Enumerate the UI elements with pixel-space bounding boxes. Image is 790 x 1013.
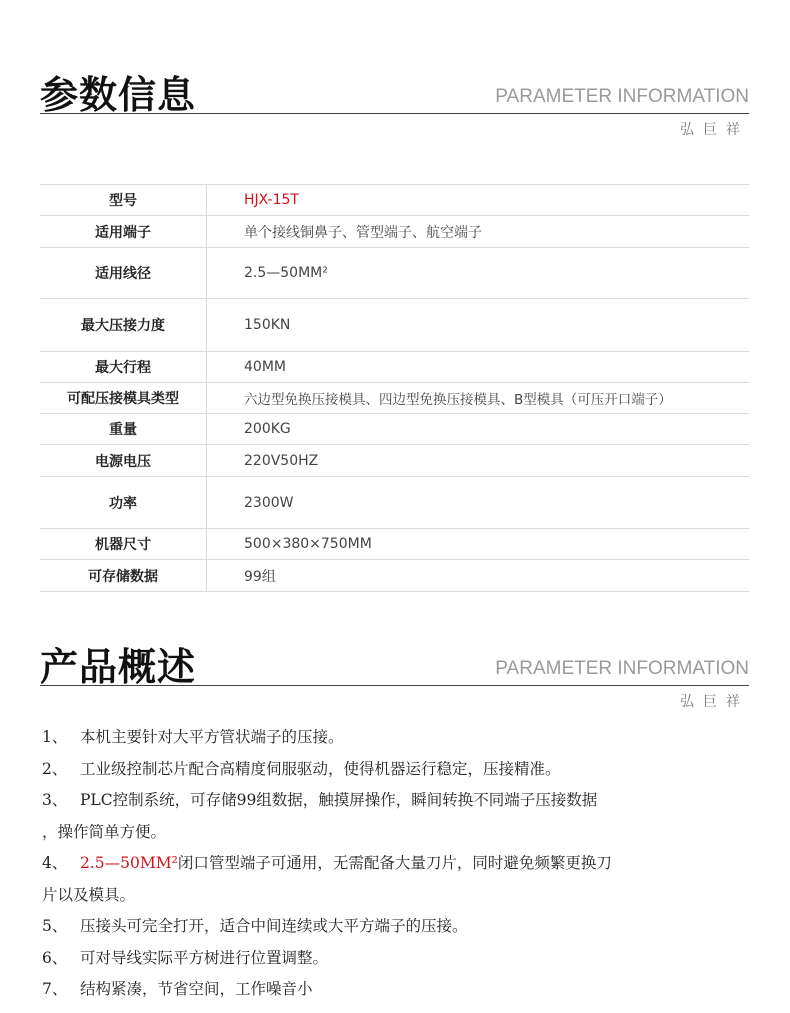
item-text: 闭口管型端子可通用，无需配备大量刀片，同时避免频繁更换刀: [177, 854, 612, 872]
table-row: [40, 185, 749, 216]
table-row: [40, 352, 749, 383]
param-value: 220V50HZ: [207, 445, 750, 477]
item-text: ，操作简单方便。: [42, 822, 167, 841]
section-subtitle: PARAMETER INFORMATION: [495, 86, 749, 107]
section-divider: [40, 685, 749, 686]
item-number: 7、: [42, 980, 68, 998]
table-row: [40, 560, 749, 592]
list-item: [42, 722, 752, 754]
list-item-continuation: [42, 880, 752, 912]
section-header-overview: [40, 634, 749, 714]
item-text: 片以及模具。: [42, 885, 136, 904]
param-label: 可配压接模具类型: [40, 383, 207, 414]
parameter-table: [40, 184, 749, 592]
param-label: 适用端子: [40, 216, 207, 248]
param-value: 2.5—50MM²: [207, 248, 750, 299]
item-text: PLC控制系统，可存储99组数据，触摸屏操作，瞬间转换不同端子压接数据: [80, 791, 598, 809]
list-item: [42, 848, 752, 880]
section-title: 产品概述: [40, 645, 197, 689]
item-number: 6、: [42, 948, 68, 967]
param-label: 型号: [40, 185, 207, 216]
list-item: [42, 974, 752, 1006]
param-label: 最大行程: [40, 352, 207, 383]
section-subtitle: PARAMETER INFORMATION: [495, 658, 749, 679]
param-label: 适用线径: [40, 248, 207, 299]
item-highlight: 2.5—50MM²: [80, 854, 178, 872]
table-row: [40, 529, 749, 560]
list-item: [42, 911, 752, 943]
list-item: [42, 943, 752, 975]
section-header-parameters: [40, 62, 749, 142]
param-label: 可存储数据: [40, 560, 207, 592]
list-item-continuation: [42, 817, 752, 849]
param-value: 200KG: [207, 414, 750, 445]
table-row: [40, 477, 749, 529]
param-label: 最大压接力度: [40, 299, 207, 352]
list-item: [42, 785, 752, 817]
table-row: [40, 248, 749, 299]
param-label: 机器尺寸: [40, 529, 207, 560]
param-label: 重量: [40, 414, 207, 445]
item-number: 3、: [42, 791, 68, 809]
list-item: [42, 754, 752, 786]
table-row: [40, 216, 749, 248]
param-label: 电源电压: [40, 445, 207, 477]
item-text: 本机主要针对大平方管状端子的压接。: [80, 728, 344, 746]
param-value: 单个接线铜鼻子、管型端子、航空端子: [207, 216, 750, 248]
item-text: 工业级控制芯片配合高精度伺服驱动，使得机器运行稳定，压接精准。: [80, 759, 561, 778]
table-row: [40, 299, 749, 352]
brand-name: 弘巨祥: [680, 122, 749, 138]
param-value: 99组: [207, 560, 750, 592]
param-label: 功率: [40, 477, 207, 529]
param-value: HJX-15T: [207, 185, 750, 216]
brand-name: 弘巨祥: [680, 694, 749, 710]
item-text: 压接头可完全打开，适合中间连续或大平方端子的压接。: [80, 917, 468, 935]
param-value: 500×380×750MM: [207, 529, 750, 560]
item-text: 结构紧凑，节省空间，工作噪音小: [80, 980, 313, 998]
item-number: 4、: [42, 854, 68, 872]
item-text: 可对导线实际平方树进行位置调整。: [80, 948, 329, 967]
param-value: 2300W: [207, 477, 750, 529]
item-number: 2、: [42, 759, 68, 778]
section-divider: [40, 113, 749, 114]
item-number: 1、: [42, 728, 68, 746]
table-row: [40, 414, 749, 445]
table-row: [40, 445, 749, 477]
table-row: [40, 383, 749, 414]
feature-list: [42, 722, 752, 1006]
param-value: 六边型免换压接模具、四边型免换压接模具、B型模具（可压开口端子）: [207, 383, 750, 414]
param-value: 150KN: [207, 299, 750, 352]
param-value: 40MM: [207, 352, 750, 383]
section-title: 参数信息: [40, 73, 197, 117]
item-number: 5、: [42, 917, 68, 935]
